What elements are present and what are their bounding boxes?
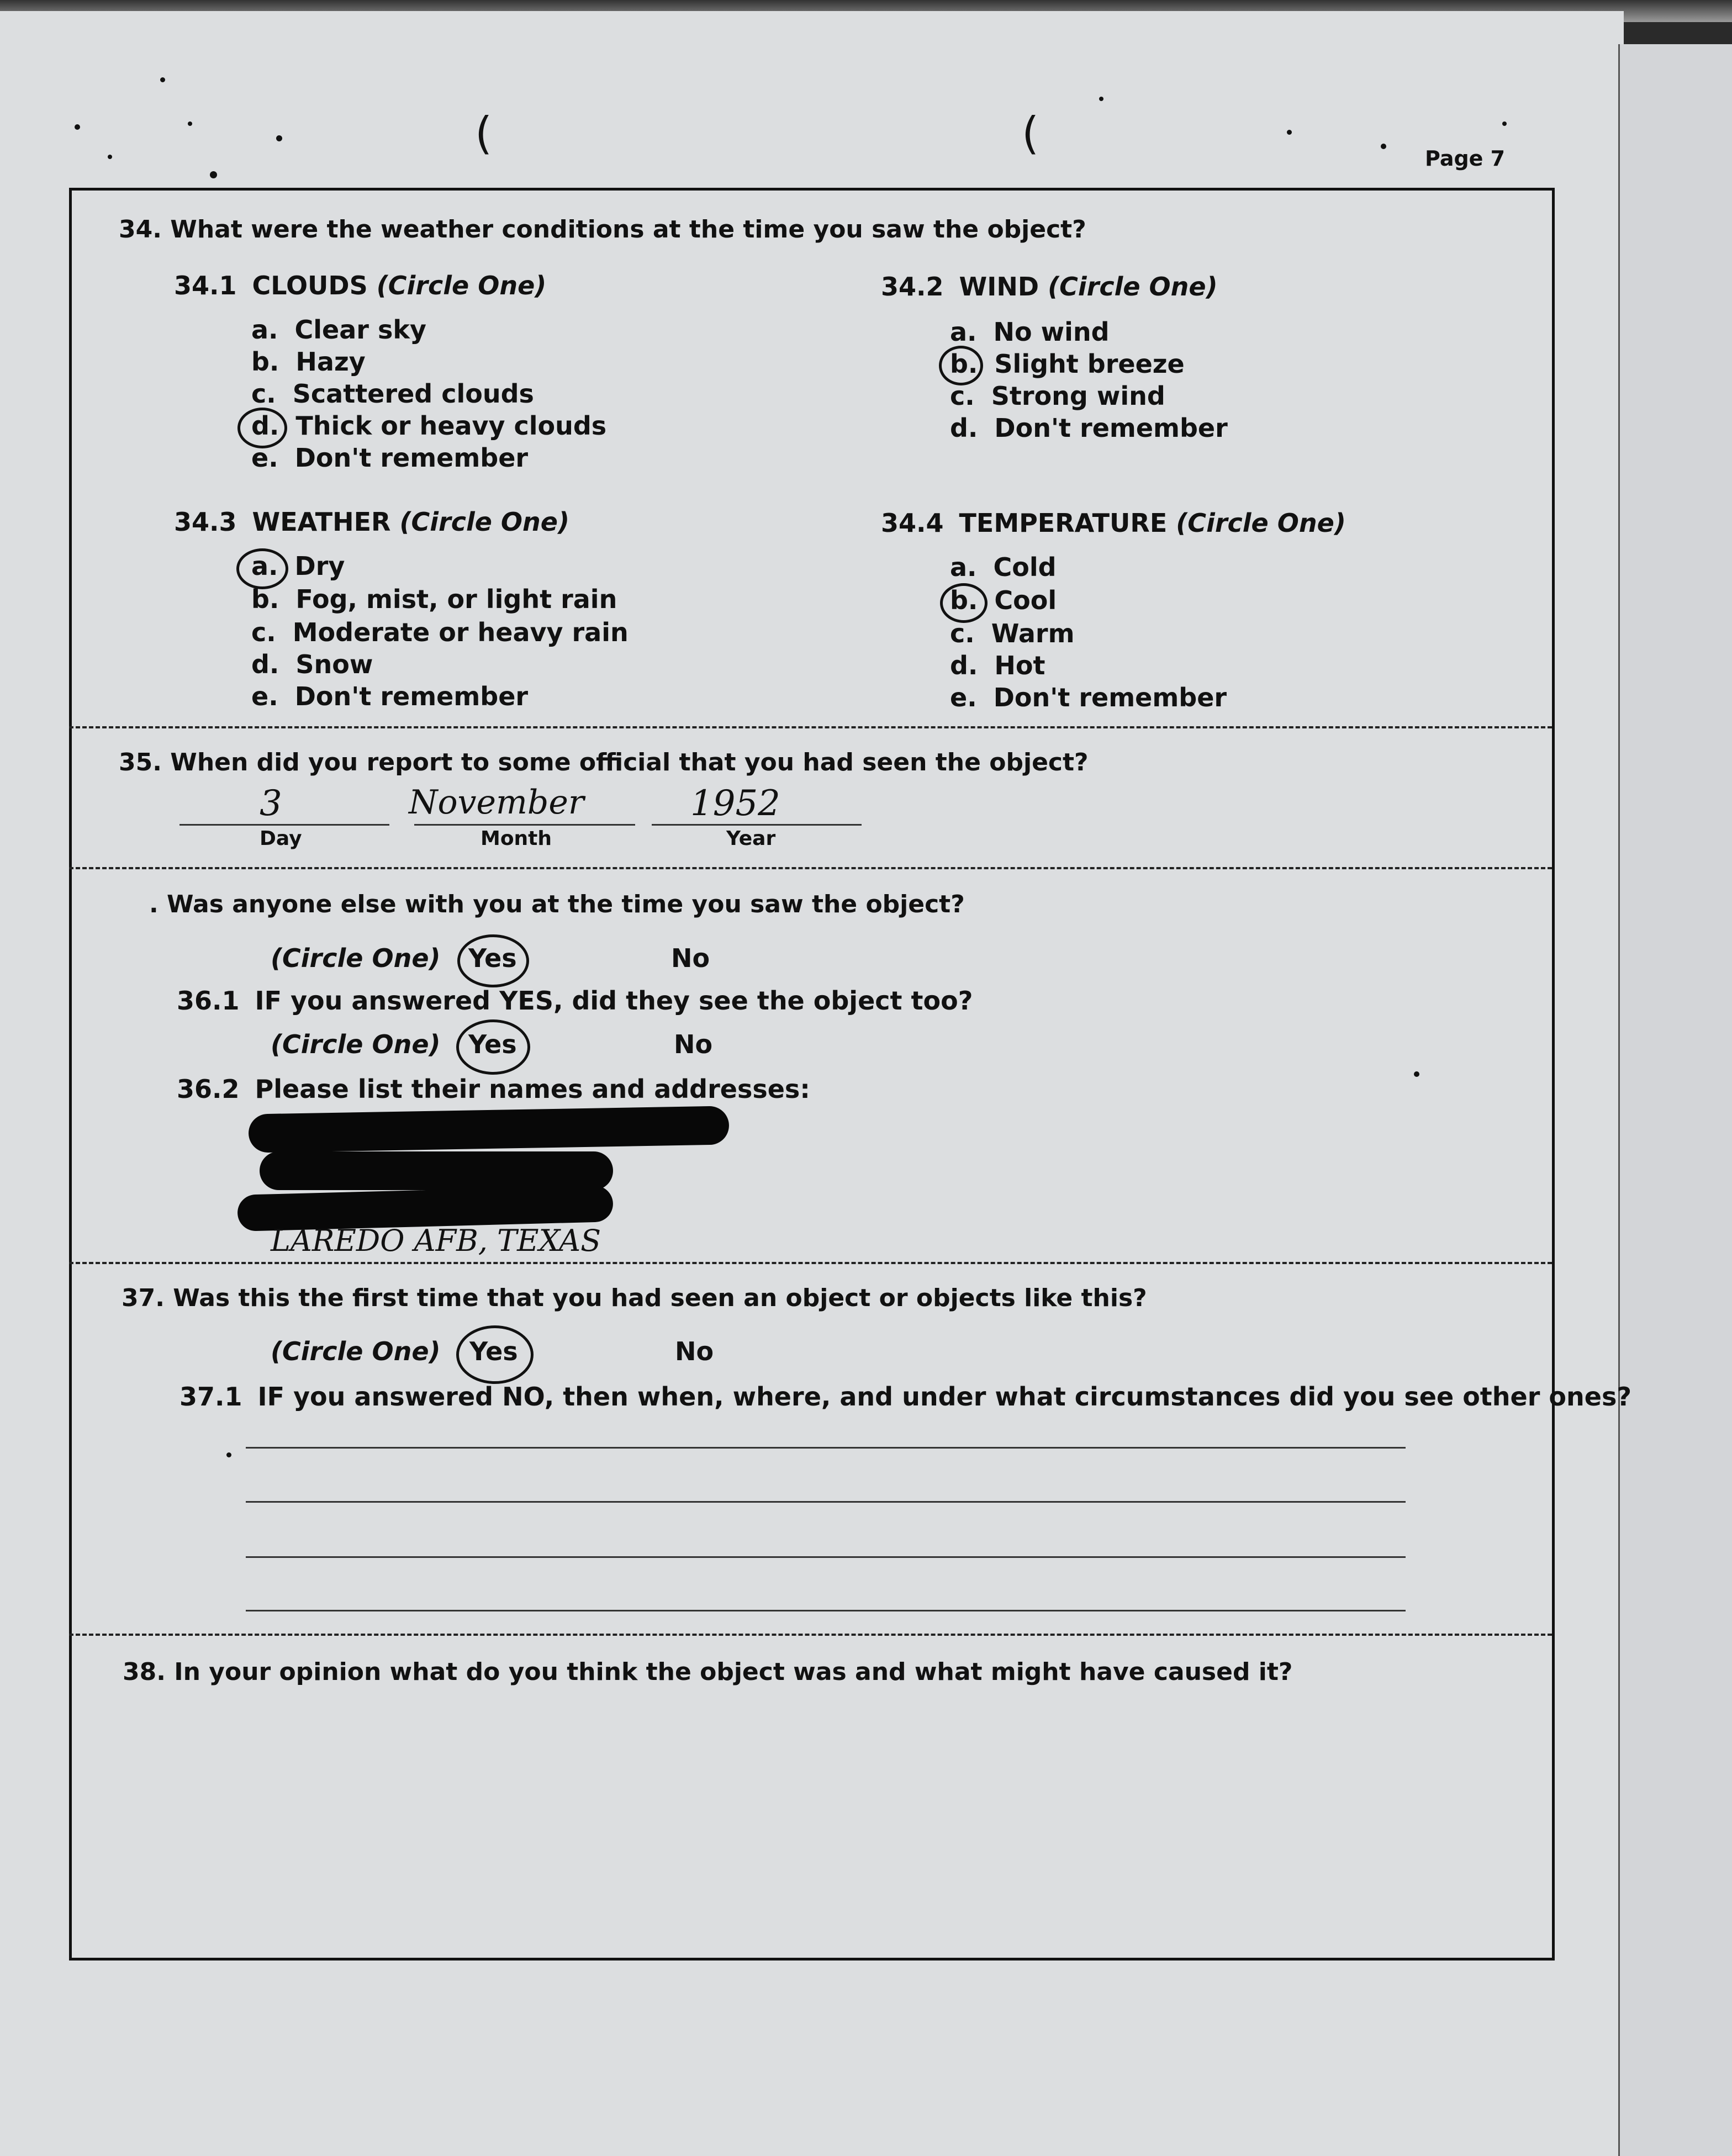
weather-option-b[interactable]: b. Fog, mist, or light rain — [251, 584, 617, 614]
clouds-option-a[interactable]: a. Clear sky — [251, 315, 426, 345]
scan-speck — [210, 171, 217, 178]
report-day-value[interactable]: 3 — [260, 783, 282, 824]
question-text: When did you report to some official that you had seen the object? — [170, 748, 1089, 776]
sub-title: TEMPERATURE — [959, 508, 1168, 538]
section-divider — [69, 1634, 1552, 1636]
selected-circle — [236, 548, 288, 589]
sub-number: 37.1 — [179, 1382, 242, 1412]
scan-speck — [188, 121, 192, 126]
scan-mark: ( — [475, 108, 493, 159]
question-text: Was this the first time that you had seen an object or objects like this? — [173, 1284, 1147, 1312]
year-line — [652, 824, 862, 826]
question-text: Was anyone else with you at the time you saw the object? — [167, 890, 965, 918]
sub-instruction: (Circle One) — [399, 507, 570, 537]
question-number: 34. — [119, 215, 162, 244]
q36-instruction: (Circle One) — [271, 943, 441, 973]
year-label: Year — [726, 827, 776, 850]
q36-1-yes-option[interactable]: Yes — [468, 1029, 517, 1059]
sub-instruction: (Circle One) — [376, 271, 547, 300]
q36-yes-option[interactable]: Yes — [468, 943, 517, 973]
scan-speck — [160, 77, 165, 82]
page-number: Page 7 — [1425, 146, 1506, 171]
question-number: . — [149, 890, 159, 918]
sub-text: Please list their names and addresses: — [255, 1074, 810, 1104]
temperature-option-d[interactable]: d. Hot — [950, 651, 1045, 680]
sub-title: WIND — [959, 272, 1039, 302]
answer-line[interactable] — [246, 1447, 1406, 1449]
temperature-option-e[interactable]: e. Don't remember — [950, 683, 1227, 712]
q37-instruction: (Circle One) — [271, 1336, 441, 1366]
redaction-bar — [260, 1151, 613, 1190]
question-number: 35. — [119, 748, 162, 776]
temperature-option-b[interactable]: b. Cool — [950, 585, 1057, 615]
wind-option-c[interactable]: c. Strong wind — [950, 381, 1165, 411]
section-divider — [69, 726, 1552, 728]
temperature-option-a[interactable]: a. Cold — [950, 552, 1057, 582]
scan-speck — [1099, 97, 1103, 101]
report-month-value[interactable]: November — [409, 783, 584, 822]
q36-no-option[interactable]: No — [671, 943, 710, 973]
clouds-heading — [174, 271, 546, 300]
wind-option-d[interactable]: d. Don't remember — [950, 413, 1228, 443]
scan-speck — [1381, 144, 1386, 149]
day-label: Day — [260, 827, 302, 850]
question-37 — [122, 1284, 1147, 1312]
question-36 — [149, 890, 965, 918]
sub-title: CLOUDS — [252, 271, 368, 300]
month-label: Month — [480, 827, 552, 850]
answer-line[interactable] — [246, 1556, 1406, 1558]
sub-text: IF you answered NO, then when, where, and under what circumstances did you see other ones? — [257, 1382, 1632, 1412]
q36-2-text — [177, 1074, 810, 1104]
clouds-option-c[interactable]: c. Scattered clouds — [251, 379, 534, 409]
day-line — [179, 824, 389, 826]
question-text: What were the weather conditions at the time you saw the object? — [170, 215, 1086, 244]
scan-speck — [75, 124, 80, 130]
selected-circle — [940, 583, 988, 623]
question-number: 38. — [123, 1658, 166, 1686]
clouds-option-b[interactable]: b. Hazy — [251, 347, 366, 377]
q36-1-text — [177, 986, 973, 1016]
selected-circle — [457, 934, 529, 987]
answer-line[interactable] — [246, 1501, 1406, 1503]
question-text: In your opinion what do you think the object was and what might have caused it? — [174, 1658, 1293, 1686]
sub-title: WEATHER — [252, 507, 391, 537]
selected-circle — [939, 346, 983, 385]
wind-option-b[interactable]: b. Slight breeze — [950, 349, 1185, 379]
sub-instruction: (Circle One) — [1048, 272, 1218, 302]
selected-circle — [456, 1019, 530, 1075]
q36-2-address[interactable]: LAREDO AFB, TEXAS — [271, 1223, 601, 1258]
question-35 — [119, 748, 1089, 776]
scan-mark: ( — [1022, 108, 1039, 159]
sub-number: 34.3 — [174, 507, 237, 537]
q38-answer-area[interactable] — [127, 1706, 1508, 1927]
weather-option-c[interactable]: c. Moderate or heavy rain — [251, 617, 629, 647]
weather-option-d[interactable]: d. Snow — [251, 649, 373, 679]
scan-speck — [1502, 121, 1507, 126]
wind-option-a[interactable]: a. No wind — [950, 317, 1110, 347]
scan-speck — [1287, 130, 1292, 135]
temperature-option-c[interactable]: c. Warm — [950, 619, 1075, 648]
q37-no-option[interactable]: No — [675, 1336, 714, 1366]
weather-option-e[interactable]: e. Don't remember — [251, 681, 529, 711]
report-year-value[interactable]: 1952 — [690, 783, 780, 824]
temperature-heading — [881, 508, 1346, 538]
selected-circle — [456, 1325, 534, 1384]
section-divider — [69, 1262, 1552, 1264]
sub-text: IF you answered YES, did they see the object too? — [255, 986, 973, 1016]
sub-number: 34.4 — [881, 508, 944, 538]
scan-margin — [1618, 44, 1732, 2156]
weather-option-a[interactable]: a. Dry — [251, 551, 345, 581]
month-line — [414, 824, 635, 826]
selected-circle — [237, 408, 287, 448]
question-38 — [123, 1658, 1292, 1686]
sub-number: 36.1 — [177, 986, 240, 1016]
sub-number: 34.1 — [174, 271, 237, 300]
clouds-option-d[interactable]: d. Thick or heavy clouds — [251, 411, 607, 441]
q37-yes-option[interactable]: Yes — [469, 1336, 518, 1366]
question-number: 37. — [122, 1284, 165, 1312]
sub-number: 36.2 — [177, 1074, 240, 1104]
wind-heading — [881, 272, 1218, 302]
scan-speck — [276, 135, 282, 141]
sub-instruction: (Circle One) — [1176, 508, 1346, 538]
sub-number: 34.2 — [881, 272, 944, 302]
scan-speck — [108, 155, 112, 159]
answer-line[interactable] — [246, 1610, 1406, 1611]
question-34 — [119, 215, 1086, 244]
section-divider — [69, 867, 1552, 869]
clouds-option-e[interactable]: e. Don't remember — [251, 443, 529, 473]
q37-1-text — [179, 1382, 1631, 1412]
weather-heading — [174, 507, 569, 537]
q36-1-no-option[interactable]: No — [674, 1029, 713, 1059]
q36-1-instruction: (Circle One) — [271, 1029, 441, 1059]
